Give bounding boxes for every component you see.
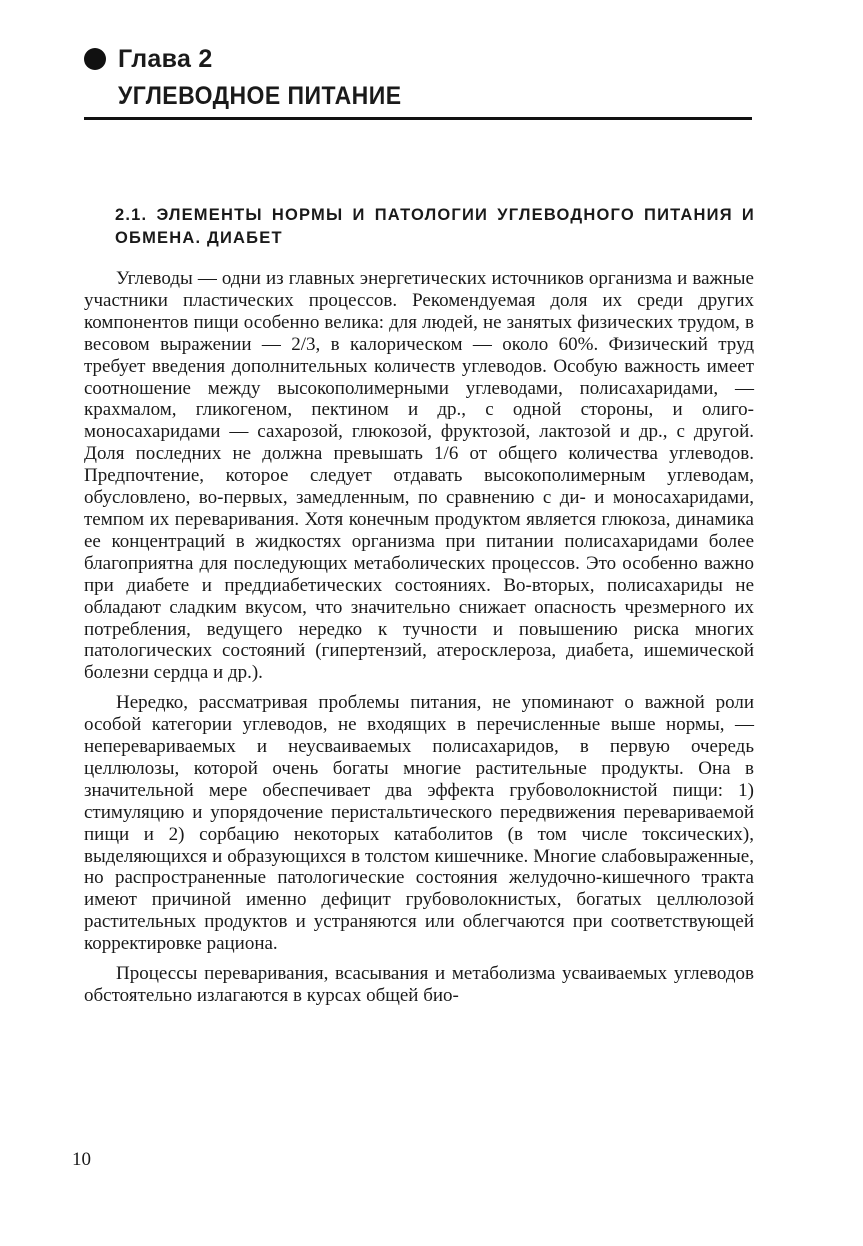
paragraph-1: Углеводы — одни из главных энергетических источников организма и важные участники пластических процессов. Рекомендуемая доля их среди других компонентов пищи особенно велика: для людей, не занятых физических трудом, в весовом выражении — 2/3, в калорическом — около 60%. Физический труд требует введения дополнительных количеств углеводов. Особую важность имеет соотношение между высокополимерными углеводами, полисахаридами, — крахмалом, гликогеном, пектином и др., с одной стороны, и олиго-моносахаридами — сахарозой, глюкозой, фруктозой, лактозой и др., с другой. Доля последних не должна превышать 1/6 от общего количества углеводов. Предпочтение, которое следует отдавать высокополимерным углеводам, обусловлено, во-первых, замедленным, по сравнению с ди- и моносахаридами, темпом их переваривания. Хотя конечным продуктом является глюкоза, динамика ее концентраций в жидкостях организма при питании полисахаридами более благоприятна для последующих метаболических процессов. Это особенно важно при диабете и преддиабетических состояниях. Во-вторых, полисахариды не обладают сладким вкусом, что значительно снижает опасность чрезмерного их потребления, ведущего нередко к тучности и повышению риска многих патологических состояний (гипертензий, атеросклероза, диабета, ишемической болезни сердца и др.). (84, 268, 754, 684)
paragraph-2: Нередко, рассматривая проблемы питания, не упоминают о важной роли особой категории углеводов, не входящих в перечисленные выше нормы, — неперевариваемых и неусваиваемых полисахаридов, в первую очередь целлюлозы, которой очень богаты многие растительные продукты. Она в значительной мере обеспечивает два эффекта грубоволокнистой пищи: 1) стимуляцию и упорядочение перистальтического передвижения перевариваемой пищи и 2) сорбацию некоторых катаболитов (в том числе токсических), выделяющихся и образующихся в толстом кишечнике. Многие слабовыраженные, но распространенные патологические состояния желудочно-кишечного тракта имеют причиной именно дефицит грубоволокнистых, богатых целлюлозой растительных продуктов и устраняются или облегчаются при соответствующей корректировке рациона. (84, 692, 754, 955)
section-heading: 2.1. ЭЛЕМЕНТЫ НОРМЫ И ПАТОЛОГИИ УГЛЕВОДНОГО ПИТАНИЯ И ОБМЕНА. ДИАБЕТ (115, 206, 755, 247)
chapter-divider (84, 117, 752, 120)
chapter-label-row (84, 40, 754, 78)
paragraph-3: Процессы переваривания, всасывания и метаболизма усваиваемых углеводов обстоятельно излагаются в курсах общей био- (84, 963, 754, 1006)
page-number: 10 (72, 1149, 91, 1170)
chapter-header (84, 40, 754, 111)
chapter-label: Глава 2 (118, 44, 213, 73)
chapter-title: УГЛЕВОДНОЕ ПИТАНИЕ (118, 82, 402, 110)
body-text (84, 268, 754, 1015)
bullet-icon (84, 48, 106, 70)
